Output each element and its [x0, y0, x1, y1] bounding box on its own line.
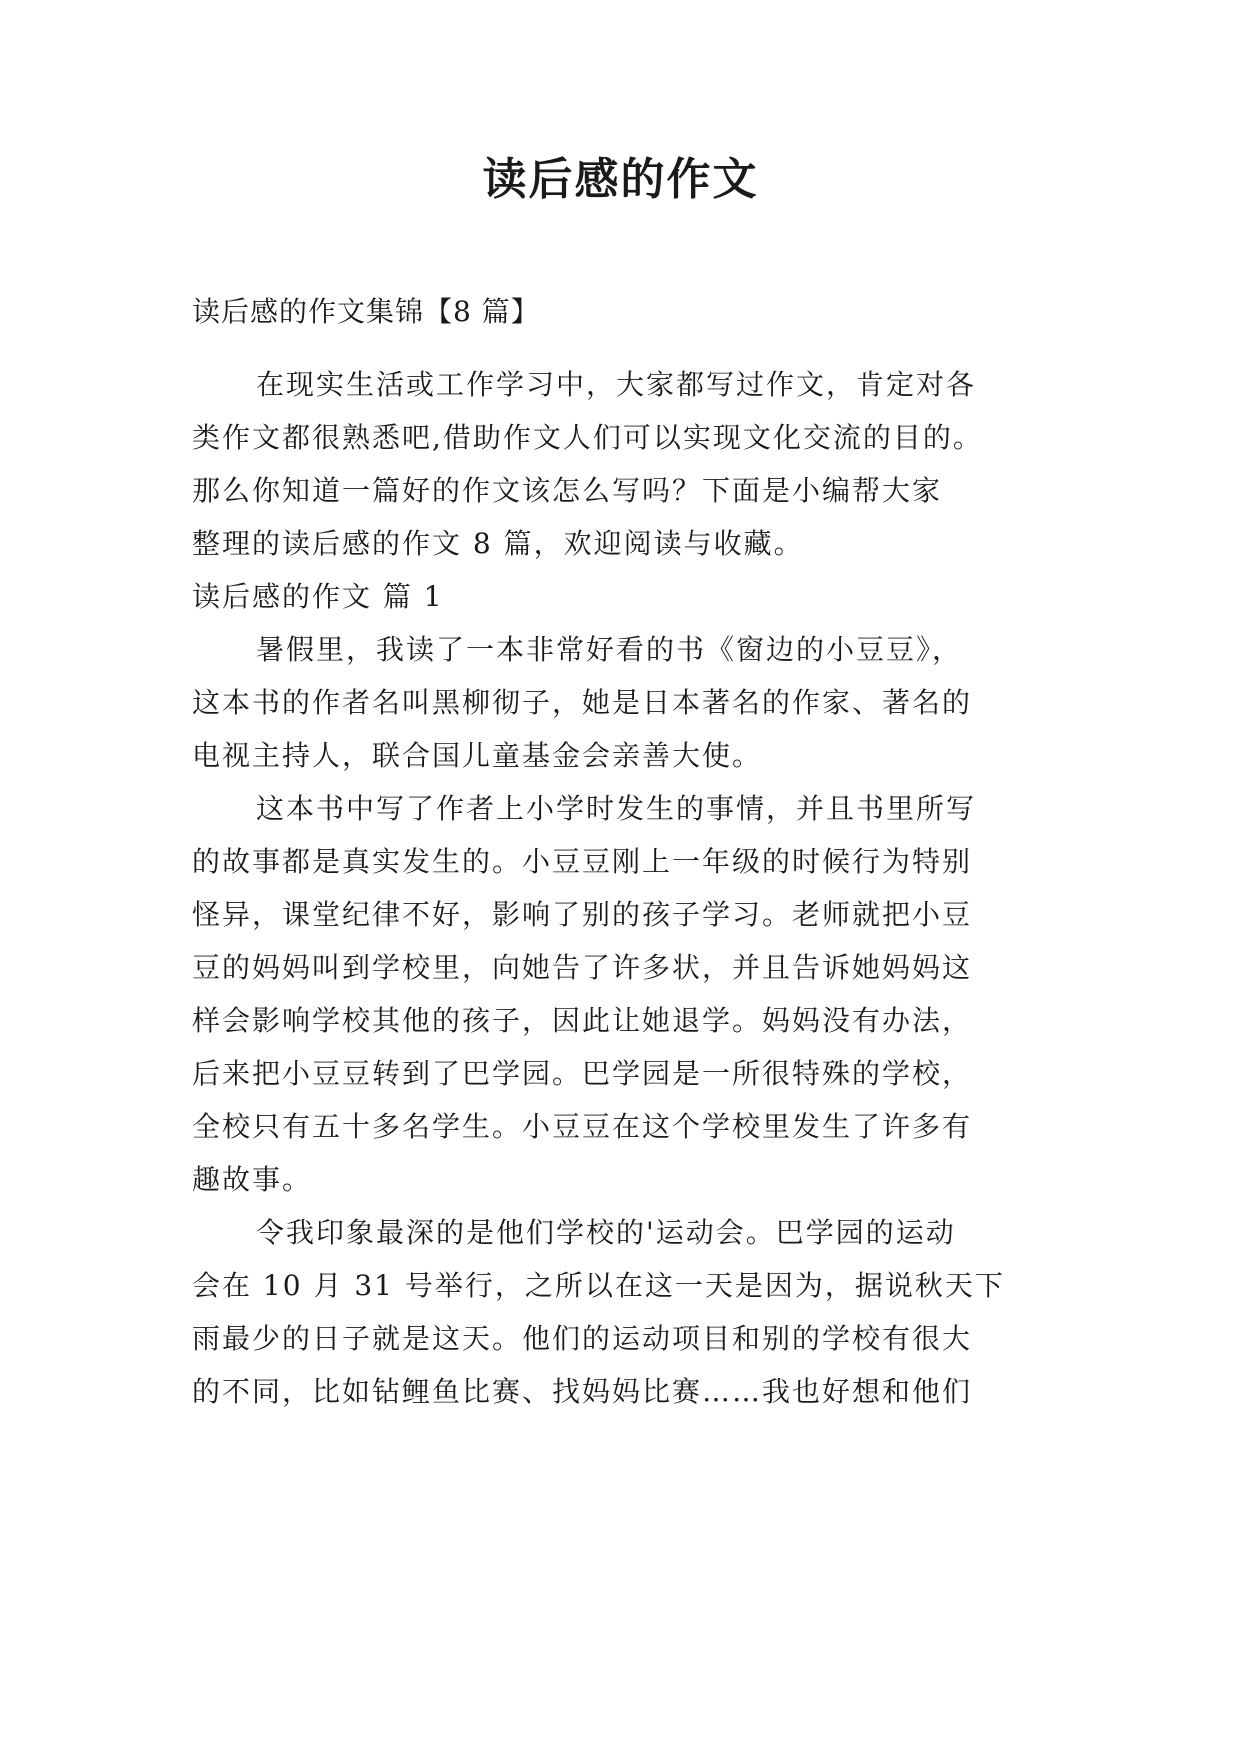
- paragraph-line: 在现实生活或工作学习中，大家都写过作文，肯定对各: [256, 368, 977, 401]
- paragraph-line: 电视主持人，联合国儿童基金会亲善大使。: [192, 739, 763, 772]
- document-subtitle: 读后感的作文集锦【8 篇】: [192, 295, 540, 328]
- paragraph-line: 后来把小豆豆转到了巴学园。巴学园是一所很特殊的学校，: [192, 1057, 973, 1090]
- paragraph-line: 整理的读后感的作文 8 篇，欢迎阅读与收藏。: [192, 527, 804, 560]
- document-title: 读后感的作文: [482, 154, 759, 205]
- paragraph-line: 会在 10 月 31 号举行，之所以在这一天是因为，据说秋天下: [192, 1269, 1005, 1302]
- paragraph-line: 怪异，课堂纪律不好，影响了别的孩子学习。老师就把小豆: [192, 898, 973, 931]
- section-heading: 读后感的作文 篇 1: [192, 580, 444, 613]
- paragraph-line: 的故事都是真实发生的。小豆豆刚上一年级的时候行为特别: [192, 845, 973, 878]
- paragraph-line: 样会影响学校其他的孩子，因此让她退学。妈妈没有办法，: [192, 1004, 973, 1037]
- paragraph-line: 暑假里，我读了一本非常好看的书《窗边的小豆豆》，: [256, 633, 963, 666]
- paragraph-line: 类作文都很熟悉吧,借助作文人们可以实现文化交流的目的。: [192, 421, 983, 454]
- paragraph-line: 趣故事。: [192, 1163, 313, 1196]
- paragraph-line: 雨最少的日子就是这天。他们的运动项目和别的学校有很大: [192, 1322, 973, 1355]
- paragraph-line: 令我印象最深的是他们学校的'运动会。巴学园的运动: [256, 1216, 956, 1249]
- paragraph-line: 那么你知道一篇好的作文该怎么写吗？下面是小编帮大家: [192, 474, 943, 507]
- paragraph-line: 豆的妈妈叫到学校里，向她告了许多状，并且告诉她妈妈这: [192, 951, 973, 984]
- paragraph-line: 这本书的作者名叫黑柳彻子，她是日本著名的作家、著名的: [192, 686, 973, 719]
- paragraph-line: 的不同，比如钻鲤鱼比赛、找妈妈比赛……我也好想和他们: [192, 1375, 973, 1408]
- paragraph-line: 这本书中写了作者上小学时发生的事情，并且书里所写: [256, 792, 977, 825]
- paragraph-line: 全校只有五十多名学生。小豆豆在这个学校里发生了许多有: [192, 1110, 973, 1143]
